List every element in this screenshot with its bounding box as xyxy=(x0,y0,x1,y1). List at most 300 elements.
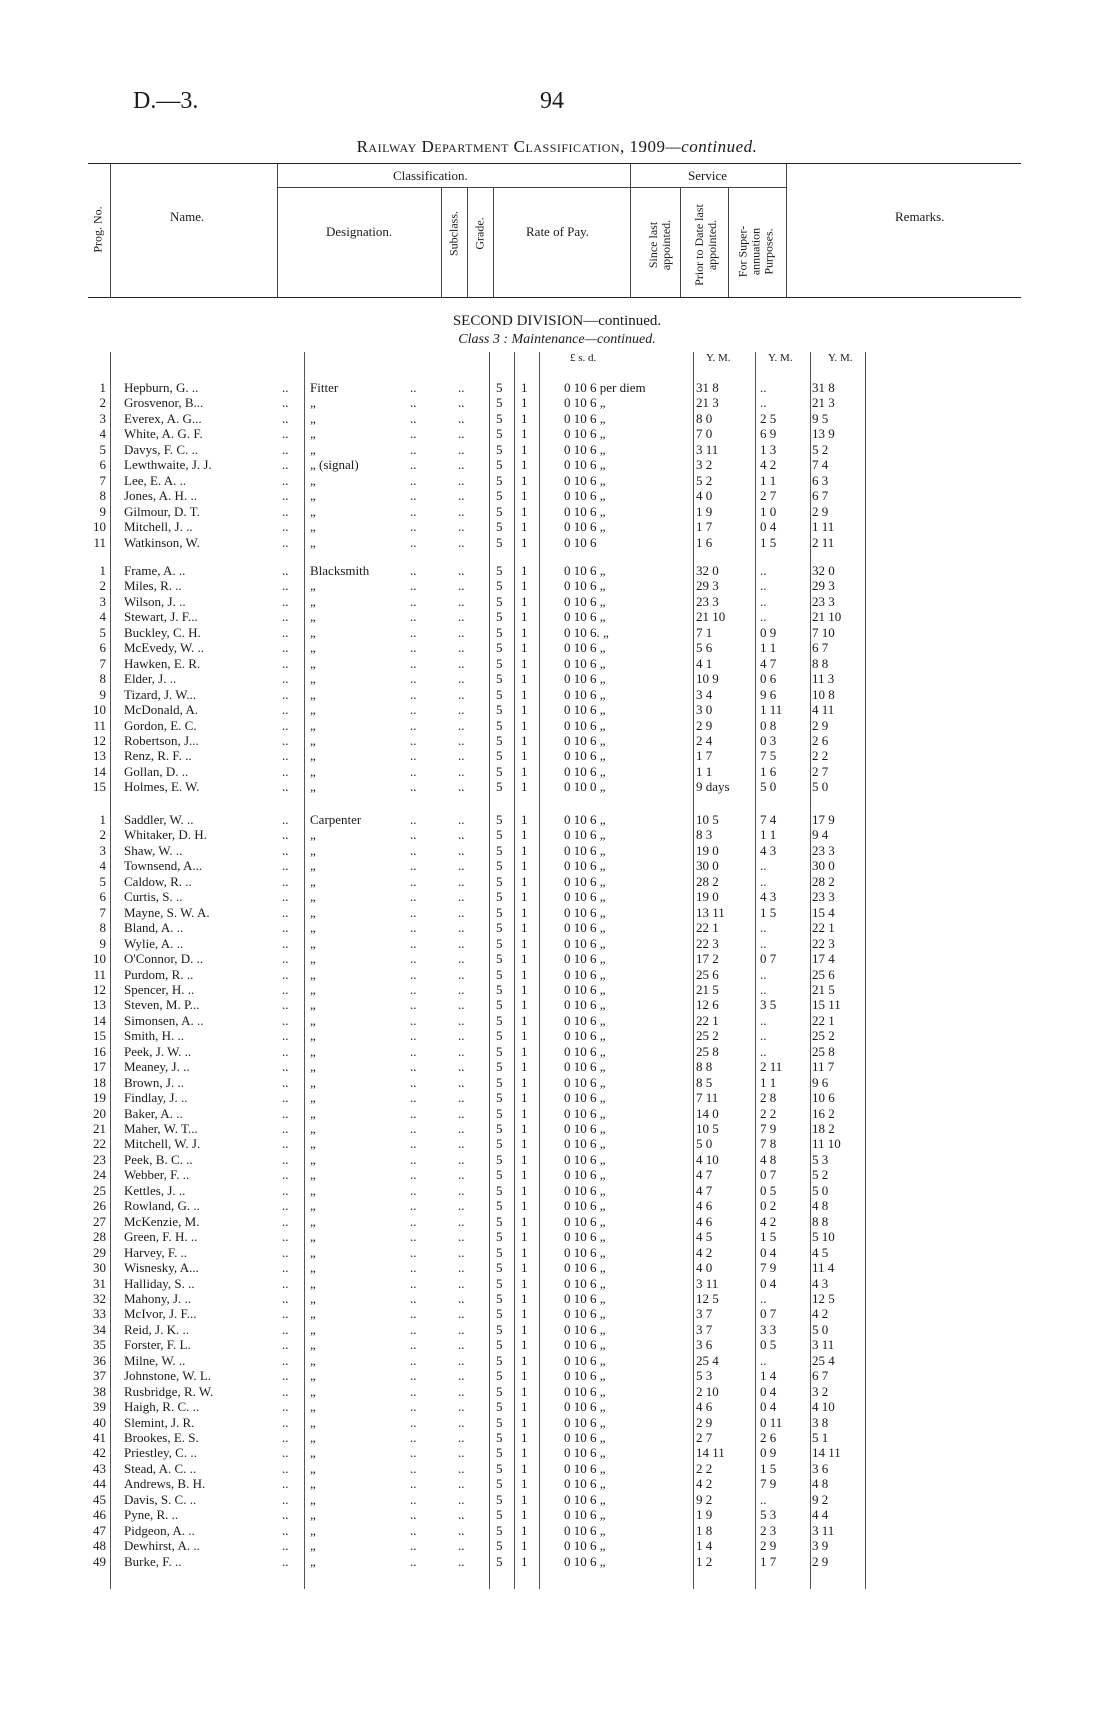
rate-of-pay: 0 10 6 „ xyxy=(564,593,606,609)
leader-dots: .. xyxy=(458,858,465,874)
employee-name: Reid, J. K. .. xyxy=(124,1321,189,1337)
service-superannuation: 8 8 xyxy=(812,655,829,671)
service-prior: 2 6 xyxy=(760,1430,777,1445)
employee-name: Green, F. H. .. xyxy=(124,1229,198,1245)
table-row xyxy=(0,889,1114,904)
service-superannuation: 9 2 xyxy=(812,1491,829,1507)
service-since-last: 5 0 xyxy=(696,1136,713,1152)
service-superannuation: 21 5 xyxy=(812,981,835,997)
employee-name: White, A. G. F. xyxy=(124,426,203,442)
grade: 1 xyxy=(521,1229,528,1245)
rate-of-pay: 0 10 6 „ xyxy=(564,1182,606,1198)
leader-dots: .. xyxy=(410,472,417,488)
designation: „ xyxy=(310,779,316,795)
employee-name: Webber, F. .. xyxy=(124,1167,190,1183)
grade: 1 xyxy=(521,889,528,905)
designation: „ xyxy=(310,1198,316,1214)
prog-no: 6 xyxy=(99,640,106,656)
rate-of-pay: 0 10 6 „ xyxy=(564,1430,606,1445)
rate-of-pay: 0 10 6 „ xyxy=(564,457,606,473)
table-row xyxy=(0,1276,1114,1291)
service-since-last: 19 0 xyxy=(696,889,719,905)
service-superannuation: 25 8 xyxy=(812,1043,835,1059)
rate-of-pay: 0 10 6 „ xyxy=(564,563,606,578)
table-row xyxy=(0,1353,1114,1368)
since-units: Y. M. xyxy=(706,352,731,364)
grade: 1 xyxy=(521,920,528,936)
leader-dots: .. xyxy=(458,1337,465,1353)
leader-dots: .. xyxy=(282,981,289,997)
leader-dots: .. xyxy=(458,951,465,967)
designation: „ xyxy=(310,1028,316,1044)
service-prior: 5 3 xyxy=(760,1507,777,1523)
service-superannuation: 6 3 xyxy=(812,472,829,488)
service-prior: 1 5 xyxy=(760,1229,777,1245)
rate-of-pay: 0 10 6 „ xyxy=(564,858,606,874)
employee-name: Bland, A. .. xyxy=(124,920,184,936)
prog-no: 28 xyxy=(93,1229,106,1245)
prog-no: 3 xyxy=(99,842,106,858)
service-prior: .. xyxy=(760,1028,767,1044)
leader-dots: .. xyxy=(458,1476,465,1492)
rate-of-pay: 0 10 6 „ xyxy=(564,812,606,827)
designation: „ xyxy=(310,1414,316,1430)
subclass: 5 xyxy=(496,1321,503,1337)
prog-no: 34 xyxy=(93,1321,106,1337)
service-prior: 9 6 xyxy=(760,686,777,702)
designation: „ xyxy=(310,1383,316,1399)
service-since-last: 7 0 xyxy=(696,426,713,442)
grade: 1 xyxy=(521,686,528,702)
prog-no: 4 xyxy=(99,609,106,625)
table-row xyxy=(0,395,1114,410)
table-row xyxy=(0,671,1114,686)
service-prior: 1 1 xyxy=(760,1074,777,1090)
table-row xyxy=(0,1214,1114,1229)
designation: „ xyxy=(310,1213,316,1229)
prog-no: 42 xyxy=(93,1445,106,1461)
leader-dots: .. xyxy=(282,873,289,889)
service-since-last: 29 3 xyxy=(696,578,719,594)
service-since-last: 1 9 xyxy=(696,1507,713,1523)
service-superannuation: 28 2 xyxy=(812,873,835,889)
leader-dots: .. xyxy=(458,935,465,951)
service-prior: 2 5 xyxy=(760,410,777,426)
designation: „ xyxy=(310,519,316,535)
service-prior: 4 3 xyxy=(760,842,777,858)
leader-dots: .. xyxy=(282,951,289,967)
leader-dots: .. xyxy=(282,1383,289,1399)
section-title: SECOND DIVISION—continued. xyxy=(452,313,662,329)
service-since-last: 8 0 xyxy=(696,410,713,426)
prog-no: 4 xyxy=(99,426,106,442)
leader-dots: .. xyxy=(410,563,417,578)
prog-no: 5 xyxy=(99,873,106,889)
table-row xyxy=(0,1152,1114,1167)
title-main: Railway Department Classification, 1909 xyxy=(356,137,666,156)
designation: Carpenter xyxy=(310,812,362,827)
grade: 1 xyxy=(521,578,528,594)
leader-dots: .. xyxy=(282,1306,289,1322)
grade: 1 xyxy=(521,457,528,473)
leader-dots: .. xyxy=(458,410,465,426)
table-row xyxy=(0,1291,1114,1306)
rate-of-pay: 0 10 6 „ xyxy=(564,1399,606,1415)
service-superannuation: 17 4 xyxy=(812,951,835,967)
pay-units: £ s. d. xyxy=(570,352,597,364)
grade: 1 xyxy=(521,624,528,640)
table-row xyxy=(0,1554,1114,1569)
service-prior: 4 8 xyxy=(760,1151,777,1167)
service-prior: .. xyxy=(760,981,767,997)
prog-no: 20 xyxy=(93,1105,106,1121)
leader-dots: .. xyxy=(458,578,465,594)
table-row xyxy=(0,733,1114,748)
table-row xyxy=(0,1028,1114,1043)
grade: 1 xyxy=(521,1012,528,1028)
rate-of-pay: 0 10 6 „ xyxy=(564,1198,606,1214)
leader-dots: .. xyxy=(282,1538,289,1554)
service-since-last: 3 11 xyxy=(696,441,719,457)
leader-dots: .. xyxy=(410,779,417,795)
employee-name: Stewart, J. F... xyxy=(124,609,198,625)
designation: „ xyxy=(310,732,316,748)
prog-no: 5 xyxy=(99,624,106,640)
leader-dots: .. xyxy=(410,1491,417,1507)
service-header: Service xyxy=(688,168,727,183)
subclass: 5 xyxy=(496,578,503,594)
subclass: 5 xyxy=(496,1352,503,1368)
prog-no: 19 xyxy=(93,1090,106,1106)
grade: 1 xyxy=(521,1043,528,1059)
grade: 1 xyxy=(521,503,528,519)
grade: 1 xyxy=(521,1522,528,1538)
prog-no: 45 xyxy=(93,1491,106,1507)
grade: 1 xyxy=(521,1538,528,1554)
service-prior: 0 7 xyxy=(760,1167,777,1183)
service-since-last: 32 0 xyxy=(696,563,719,578)
subclass: 5 xyxy=(496,889,503,905)
prog-no: 12 xyxy=(93,981,106,997)
leader-dots: .. xyxy=(282,1445,289,1461)
leader-dots: .. xyxy=(458,702,465,718)
employee-name: Miles, R. .. xyxy=(124,578,182,594)
prog-no: 12 xyxy=(93,732,106,748)
service-prior: 1 7 xyxy=(760,1553,777,1569)
subclass: 5 xyxy=(496,1414,503,1430)
employee-name: Whitaker, D. H. xyxy=(124,827,207,843)
service-superannuation: 2 9 xyxy=(812,503,829,519)
table-row xyxy=(0,578,1114,593)
grade: 1 xyxy=(521,981,528,997)
prog-no: 2 xyxy=(99,578,106,594)
designation: „ xyxy=(310,488,316,504)
prog-no: 5 xyxy=(99,441,106,457)
subclass: 5 xyxy=(496,1244,503,1260)
leader-dots: .. xyxy=(282,1275,289,1291)
rate-of-pay: 0 10 6 „ xyxy=(564,997,606,1013)
service-superannuation: 17 9 xyxy=(812,812,835,827)
subclass: 5 xyxy=(496,1012,503,1028)
designation: „ xyxy=(310,873,316,889)
prog-no: 4 xyxy=(99,858,106,874)
leader-dots: .. xyxy=(410,1260,417,1276)
service-since-last: 10 9 xyxy=(696,671,719,687)
grade: 1 xyxy=(521,935,528,951)
prog-no: 10 xyxy=(93,951,106,967)
leader-dots: .. xyxy=(282,1522,289,1538)
rate-of-pay: 0 10 6 „ xyxy=(564,1028,606,1044)
leader-dots: .. xyxy=(410,593,417,609)
service-superannuation: 6 7 xyxy=(812,488,829,504)
table-row xyxy=(0,1167,1114,1182)
rate-of-pay: 0 10 6 „ xyxy=(564,981,606,997)
subclass: 5 xyxy=(496,655,503,671)
prog-no: 16 xyxy=(93,1043,106,1059)
service-since-last: 4 1 xyxy=(696,655,713,671)
service-prior: 7 4 xyxy=(760,812,777,827)
service-prior: .. xyxy=(760,1012,767,1028)
employee-name: McEvedy, W. .. xyxy=(124,640,205,656)
employee-name: Slemint, J. R. xyxy=(124,1414,195,1430)
leader-dots: .. xyxy=(410,1337,417,1353)
table-row xyxy=(0,982,1114,997)
prog-no: 1 xyxy=(99,380,106,395)
leader-dots: .. xyxy=(282,1430,289,1445)
service-prior: .. xyxy=(760,380,767,395)
prog-no: 41 xyxy=(93,1430,106,1445)
employee-name: Jones, A. H. .. xyxy=(124,488,197,504)
service-prior: 1 6 xyxy=(760,763,777,779)
prog-no: 11 xyxy=(93,717,106,733)
leader-dots: .. xyxy=(410,503,417,519)
prog-no: 11 xyxy=(93,534,106,550)
grade: 1 xyxy=(521,1275,528,1291)
leader-dots: .. xyxy=(282,640,289,656)
rate-of-pay: 0 10 6 „ xyxy=(564,1090,606,1106)
leader-dots: .. xyxy=(458,609,465,625)
service-since-last: 2 9 xyxy=(696,717,713,733)
employee-name: Wylie, A. .. xyxy=(124,935,184,951)
service-prior: 0 9 xyxy=(760,1445,777,1461)
leader-dots: .. xyxy=(282,1244,289,1260)
leader-dots: .. xyxy=(282,503,289,519)
leader-dots: .. xyxy=(458,1012,465,1028)
table-row xyxy=(0,1044,1114,1059)
subclass: 5 xyxy=(496,1090,503,1106)
leader-dots: .. xyxy=(458,1260,465,1276)
rate-of-pay: 0 10 6 „ xyxy=(564,935,606,951)
designation: „ xyxy=(310,1151,316,1167)
designation: „ xyxy=(310,842,316,858)
leader-dots: .. xyxy=(410,1383,417,1399)
service-prior: 0 4 xyxy=(760,1244,777,1260)
table-row xyxy=(0,1090,1114,1105)
leader-dots: .. xyxy=(410,1213,417,1229)
grade: 1 xyxy=(521,640,528,656)
grade: 1 xyxy=(521,1460,528,1476)
service-prior: 7 9 xyxy=(760,1260,777,1276)
employee-name: Davis, S. C. .. xyxy=(124,1491,197,1507)
subclass: 5 xyxy=(496,410,503,426)
grade: 1 xyxy=(521,563,528,578)
leader-dots: .. xyxy=(458,457,465,473)
service-superannuation: 5 0 xyxy=(812,1321,829,1337)
employee-name: Brown, J. .. xyxy=(124,1074,184,1090)
employee-name: Brookes, E. S. xyxy=(124,1430,199,1445)
service-prior: 3 3 xyxy=(760,1321,777,1337)
service-prior: 4 2 xyxy=(760,1213,777,1229)
leader-dots: .. xyxy=(410,395,417,411)
employee-name: Buckley, C. H. xyxy=(124,624,201,640)
leader-dots: .. xyxy=(410,858,417,874)
leader-dots: .. xyxy=(282,426,289,442)
leader-dots: .. xyxy=(282,380,289,395)
leader-dots: .. xyxy=(282,1337,289,1353)
rate-of-pay: 0 10 6 xyxy=(564,534,597,550)
employee-name: Smith, H. .. xyxy=(124,1028,184,1044)
service-superannuation: 7 4 xyxy=(812,457,829,473)
rate-of-pay: 0 10 6 „ xyxy=(564,1553,606,1569)
leader-dots: .. xyxy=(282,1090,289,1106)
designation: „ xyxy=(310,1105,316,1121)
service-prior: 1 0 xyxy=(760,503,777,519)
leader-dots: .. xyxy=(410,380,417,395)
prog-no: 7 xyxy=(99,472,106,488)
table-row xyxy=(0,1507,1114,1522)
leader-dots: .. xyxy=(458,1383,465,1399)
service-since-last: 4 0 xyxy=(696,1260,713,1276)
designation: „ xyxy=(310,395,316,411)
employee-name: Mitchell, J. .. xyxy=(124,519,193,535)
service-prior: 2 8 xyxy=(760,1090,777,1106)
leader-dots: .. xyxy=(410,763,417,779)
leader-dots: .. xyxy=(410,519,417,535)
subclass: 5 xyxy=(496,1445,503,1461)
grade: 1 xyxy=(521,1507,528,1523)
leader-dots: .. xyxy=(410,671,417,687)
service-since-last: 1 8 xyxy=(696,1522,713,1538)
leader-dots: .. xyxy=(282,488,289,504)
subclass: 5 xyxy=(496,1275,503,1291)
table-row xyxy=(0,1322,1114,1337)
service-superannuation: 2 9 xyxy=(812,1553,829,1569)
leader-dots: .. xyxy=(282,732,289,748)
table-row xyxy=(0,535,1114,550)
table-row xyxy=(0,488,1114,503)
subclass: 5 xyxy=(496,1151,503,1167)
leader-dots: .. xyxy=(282,904,289,920)
service-prior: 1 5 xyxy=(760,534,777,550)
service-superannuation: 18 2 xyxy=(812,1121,835,1136)
subclass: 5 xyxy=(496,997,503,1013)
service-superannuation: 30 0 xyxy=(812,858,835,874)
service-since-last: 1 4 xyxy=(696,1538,713,1554)
leader-dots: .. xyxy=(410,1368,417,1384)
designation: „ xyxy=(310,1275,316,1291)
prog-no: 36 xyxy=(93,1352,106,1368)
subclass: 5 xyxy=(496,1553,503,1569)
table-row xyxy=(0,1445,1114,1460)
service-superannuation: 4 10 xyxy=(812,1399,835,1415)
leader-dots: .. xyxy=(410,748,417,764)
designation: „ xyxy=(310,410,316,426)
leader-dots: .. xyxy=(410,966,417,982)
rate-of-pay: 0 10 6 „ xyxy=(564,1507,606,1523)
service-prior: 1 1 xyxy=(760,472,777,488)
service-prior: 0 4 xyxy=(760,1383,777,1399)
grade: 1 xyxy=(521,1414,528,1430)
service-prior: 1 1 xyxy=(760,640,777,656)
grade: 1 xyxy=(521,1182,528,1198)
service-prior: 4 3 xyxy=(760,889,777,905)
leader-dots: .. xyxy=(282,395,289,411)
designation: „ xyxy=(310,1368,316,1384)
leader-dots: .. xyxy=(458,1275,465,1291)
leader-dots: .. xyxy=(458,889,465,905)
leader-dots: .. xyxy=(410,920,417,936)
grade: 1 xyxy=(521,732,528,748)
service-since-last: 21 3 xyxy=(696,395,719,411)
rate-of-pay: 0 10 6 „ xyxy=(564,966,606,982)
designation: „ xyxy=(310,624,316,640)
prog-no: 49 xyxy=(93,1553,106,1569)
leader-dots: .. xyxy=(410,1074,417,1090)
employee-name: Halliday, S. .. xyxy=(124,1275,195,1291)
service-prior: 5 0 xyxy=(760,779,777,795)
service-superannuation: 5 0 xyxy=(812,1182,829,1198)
leader-dots: .. xyxy=(282,655,289,671)
leader-dots: .. xyxy=(458,997,465,1013)
designation: „ xyxy=(310,1491,316,1507)
table-row xyxy=(0,426,1114,441)
prog-no: 14 xyxy=(93,1012,106,1028)
leader-dots: .. xyxy=(458,1121,465,1136)
leader-dots: .. xyxy=(282,671,289,687)
leader-dots: .. xyxy=(410,1151,417,1167)
leader-dots: .. xyxy=(410,873,417,889)
service-superannuation: 6 7 xyxy=(812,1368,829,1384)
prog-no: 8 xyxy=(99,920,106,936)
grade: 1 xyxy=(521,1553,528,1569)
subclass: 5 xyxy=(496,763,503,779)
leader-dots: .. xyxy=(282,609,289,625)
leader-dots: .. xyxy=(410,1460,417,1476)
grade: 1 xyxy=(521,812,528,827)
table-row xyxy=(0,702,1114,717)
table-row xyxy=(0,718,1114,733)
leader-dots: .. xyxy=(282,1043,289,1059)
leader-dots: .. xyxy=(458,1290,465,1306)
subclass: 5 xyxy=(496,779,503,795)
prog-no: 6 xyxy=(99,889,106,905)
rate-of-pay: 0 10 6 „ xyxy=(564,1260,606,1276)
table-header xyxy=(88,163,1021,298)
leader-dots: .. xyxy=(458,1167,465,1183)
service-prior: 6 9 xyxy=(760,426,777,442)
employee-name: Mitchell, W. J. xyxy=(124,1136,201,1152)
employee-name: Gordon, E. C. xyxy=(124,717,197,733)
leader-dots: .. xyxy=(410,1445,417,1461)
leader-dots: .. xyxy=(458,748,465,764)
table-row xyxy=(0,1198,1114,1213)
employee-name: Lewthwaite, J. J. xyxy=(124,457,212,473)
service-superannuation: 2 2 xyxy=(812,748,829,764)
employee-name: Andrews, B. H. xyxy=(124,1476,206,1492)
service-since-last: 8 3 xyxy=(696,827,713,843)
leader-dots: .. xyxy=(410,1352,417,1368)
employee-name: Priestley, C. .. xyxy=(124,1445,197,1461)
